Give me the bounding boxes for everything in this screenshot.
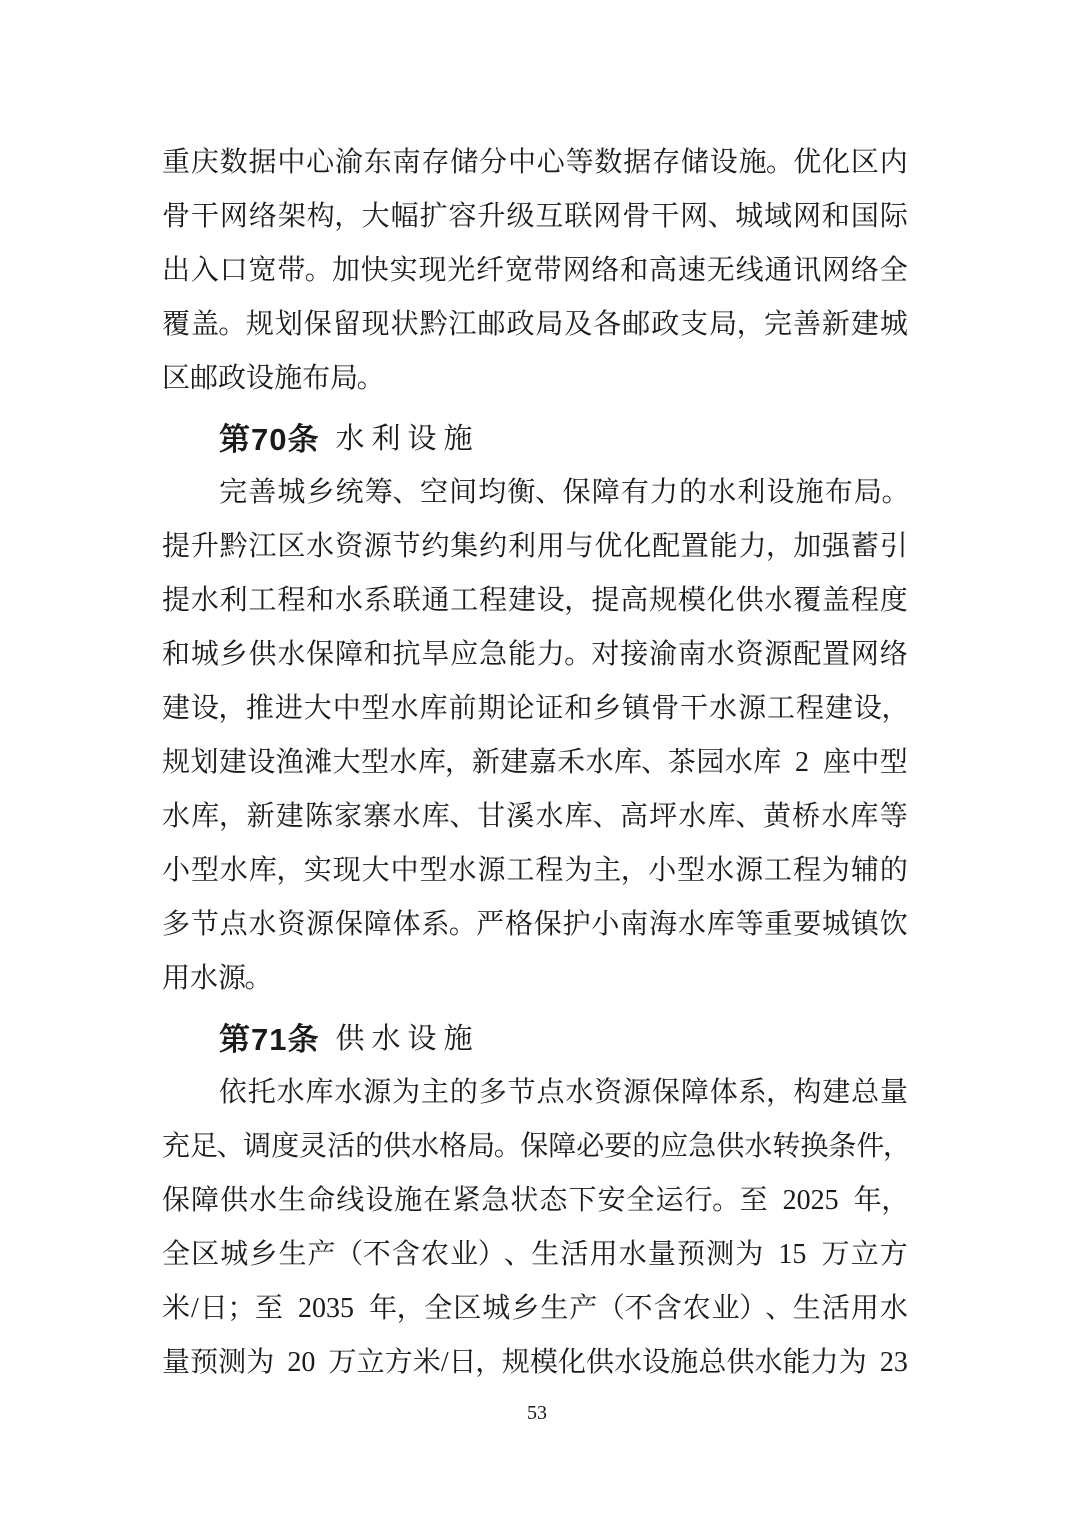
text-line: 覆 盖 。 规 划 保 留 现 状 黔 江 邮 政 局 及 各 邮 政 支 局 ， 完 善 新 建 城: [162, 309, 908, 340]
paragraph: [162, 136, 908, 406]
article-number: 第70条: [219, 421, 320, 457]
text-line: 用 水 源 。: [162, 963, 273, 994]
text-line: 骨 干 网 络 架 构 ， 大 幅 扩 容 升 级 互 联 网 骨 干 网 、 城 域 网 和 国 际: [162, 201, 908, 232]
text-line: 水 库 ， 新 建 陈 家 寨 水 库 、 甘 溪 水 库 、 高 坪 水 库 、 黄 桥 水 库 等: [162, 801, 908, 832]
text-line: 区 邮 政 设 施 布 局 。: [162, 363, 385, 394]
text-line: 多 节 点 水 资 源 保 障 体 系 。 严 格 保 护 小 南 海 水 库 等 重 要 城 镇 饮: [162, 909, 908, 940]
text-line: 重 庆 数 据 中 心 渝 东 南 存 储 分 中 心 等 数 据 存 储 设 施 。 优 化 区 内: [162, 147, 908, 178]
article-title: 供水设施: [335, 1022, 480, 1055]
text-line: 提 水 利 工 程 和 水 系 联 通 工 程 建 设 ， 提 高 规 模 化 供 水 覆 盖 程 度: [162, 585, 908, 616]
article-heading: [162, 1009, 908, 1063]
article-heading: [162, 409, 908, 463]
text-line: 和 城 乡 供 水 保 障 和 抗 旱 应 急 能 力 。 对 接 渝 南 水 资 源 配 置 网 络: [162, 639, 908, 670]
text-line: 量 预 测 为 20 万 立 方 米 / 日 ， 规 模 化 供 水 设 施 总 供 水 能 力 为 23: [162, 1347, 908, 1378]
text-line: 依 托 水 库 水 源 为 主 的 多 节 点 水 资 源 保 障 体 系 ， 构 建 总 量: [162, 1066, 908, 1120]
text-line: 保 障 供 水 生 命 线 设 施 在 紧 急 状 态 下 安 全 运 行 。 至 2025 年 ，: [162, 1185, 910, 1216]
article-number: 第71条: [219, 1021, 320, 1057]
indent-spacer: [162, 493, 218, 494]
text-line: 出 入 口 宽 带 。 加 快 实 现 光 纤 宽 带 网 络 和 高 速 无 线 通 讯 网 络 全: [162, 255, 908, 286]
document-content: [162, 136, 911, 1390]
text-line: 规 划 建 设 渔 滩 大 型 水 库 ， 新 建 嘉 禾 水 库 、 茶 园 水 库 2 座 中 型: [162, 747, 908, 778]
page-number: 53: [527, 1402, 547, 1424]
text-line: 建 设 ， 推 进 大 中 型 水 库 前 期 论 证 和 乡 镇 骨 干 水 源 工 程 建 设 ，: [162, 693, 910, 724]
text-line: 小 型 水 库 ， 实 现 大 中 型 水 源 工 程 为 主 ， 小 型 水 源 工 程 为 辅 的: [162, 855, 908, 886]
text-line: 完 善 城 乡 统 筹 、 空 间 均 衡 、 保 障 有 力 的 水 利 设 施 布 局 。: [162, 466, 908, 520]
text-line: 充 足 、 调 度 灵 活 的 供 水 格 局 。 保 障 必 要 的 应 急 供 水 转 换 条 件 ，: [162, 1131, 911, 1162]
text-line: 米 / 日 ； 至 2035 年 ， 全 区 城 乡 生 产 （ 不 含 农 业 ） 、 生 活 用 水: [162, 1293, 908, 1324]
paragraph: [162, 1066, 911, 1390]
text-line: 提 升 黔 江 区 水 资 源 节 约 集 约 利 用 与 优 化 配 置 能 力 ， 加 强 蓄 引: [162, 531, 908, 562]
paragraph: [162, 466, 908, 1006]
indent-spacer: [162, 1093, 218, 1094]
text-line: 全 区 城 乡 生 产 （ 不 含 农 业 ） 、 生 活 用 水 量 预 测 为 15 万 立 方: [162, 1239, 908, 1270]
article-title: 水利设施: [335, 422, 480, 455]
